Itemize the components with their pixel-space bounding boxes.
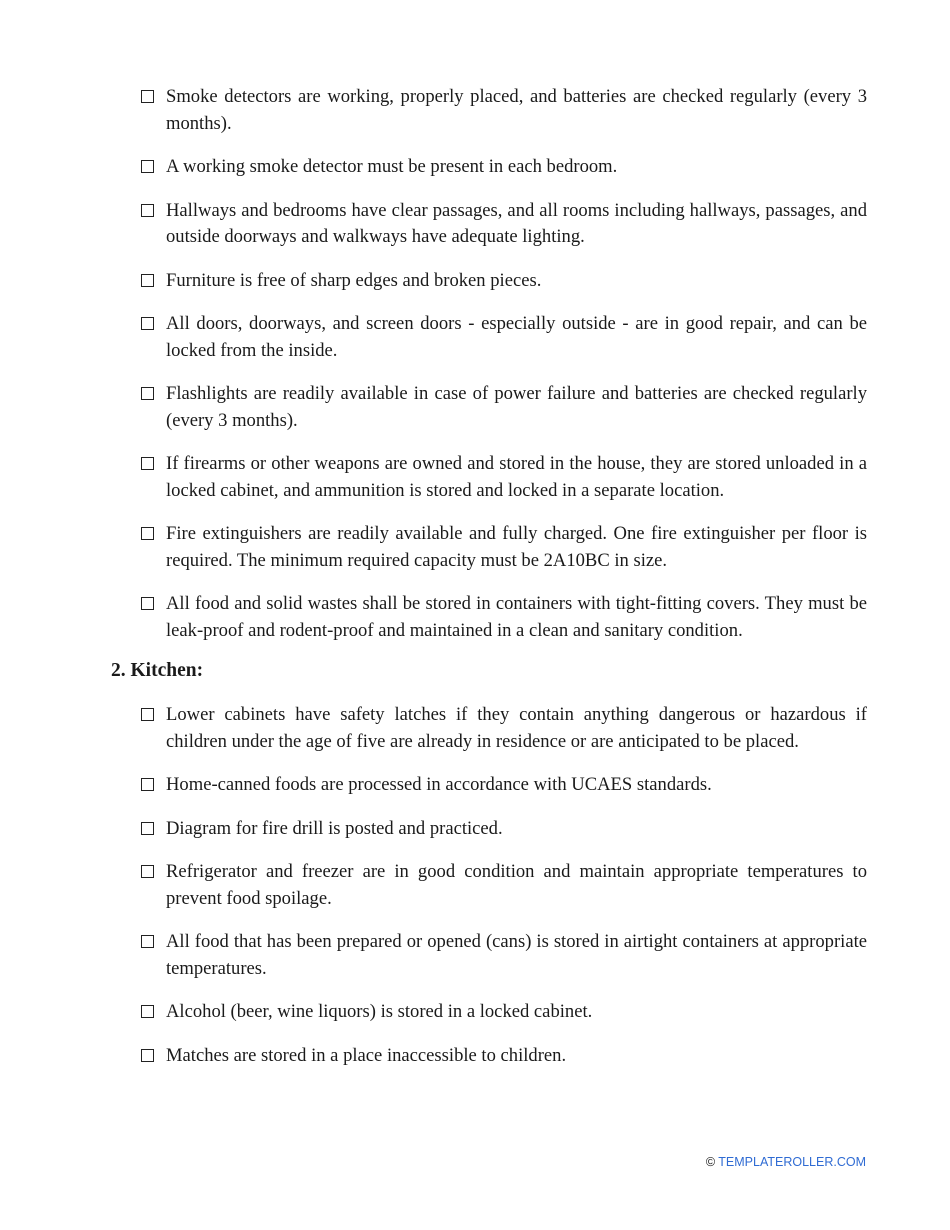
list-item xyxy=(141,381,867,434)
list-item xyxy=(141,451,867,504)
list-item-text: Home-canned foods are processed in accordance with UCAES standards. xyxy=(166,774,712,795)
list-item xyxy=(141,999,867,1026)
checkbox[interactable] xyxy=(141,457,154,470)
list-item xyxy=(141,84,867,137)
checkbox[interactable] xyxy=(141,597,154,610)
checklist-general xyxy=(141,84,867,644)
section-heading-kitchen: 2. Kitchen: xyxy=(111,660,204,681)
list-item-text: Furniture is free of sharp edges and broken pieces. xyxy=(166,269,542,291)
list-item xyxy=(141,521,867,574)
list-item-text: Smoke detectors are working, properly placed, and batteries are checked regularly (every 3 months). xyxy=(166,86,867,134)
checkbox[interactable] xyxy=(141,527,154,540)
checkbox[interactable] xyxy=(141,708,154,721)
list-item xyxy=(141,929,867,982)
list-item-text: Hallways and bedrooms have clear passages, and all rooms including hallways, passages, and outside doorways and walkways have adequate lighting. xyxy=(166,199,867,247)
list-item xyxy=(141,268,867,295)
list-item-text: All doors, doorways, and screen doors - especially outside - are in good repair, and can be locked from the inside. xyxy=(166,313,867,361)
list-item-text: Refrigerator and freezer are in good condition and maintain appropriate temperatures to prevent food spoilage. xyxy=(166,861,867,909)
checkbox[interactable] xyxy=(141,387,154,400)
checkbox[interactable] xyxy=(141,935,154,948)
list-item xyxy=(141,198,867,251)
copyright-symbol: © xyxy=(705,1155,716,1169)
checklist-kitchen xyxy=(141,702,867,1069)
list-item xyxy=(141,816,867,843)
list-item xyxy=(141,311,867,364)
list-item xyxy=(141,772,867,799)
checkbox[interactable] xyxy=(141,778,154,791)
list-item xyxy=(141,154,867,181)
checkbox[interactable] xyxy=(141,160,154,173)
list-item-text: Diagram for fire drill is posted and practiced. xyxy=(166,817,503,839)
list-item-text: Matches are stored in a place inaccessible to children. xyxy=(166,1044,567,1066)
checkbox[interactable] xyxy=(141,90,154,103)
list-item xyxy=(141,591,867,644)
list-item xyxy=(141,1043,867,1070)
list-item xyxy=(141,702,867,755)
checkbox[interactable] xyxy=(141,274,154,287)
list-item xyxy=(141,859,867,912)
list-item-text: A working smoke detector must be present in each bedroom. xyxy=(166,156,618,177)
checkbox[interactable] xyxy=(141,1005,154,1018)
checkbox[interactable] xyxy=(141,822,154,835)
checkbox[interactable] xyxy=(141,317,154,330)
templateroller-link[interactable]: TEMPLATEROLLER.COM xyxy=(718,1155,866,1169)
list-item-text: Alcohol (beer, wine liquors) is stored in a locked cabinet. xyxy=(166,1001,593,1022)
list-item-text: Fire extinguishers are readily available and fully charged. One fire extinguisher per floor is required. The minimum required capacity must be 2A10BC in size. xyxy=(166,523,867,571)
footer-copyright xyxy=(706,1155,866,1169)
checkbox[interactable] xyxy=(141,204,154,217)
checkbox[interactable] xyxy=(141,1049,154,1062)
list-item-text: Lower cabinets have safety latches if they contain anything dangerous or hazardous if children under the age of five are already in residence or are anticipated to be placed. xyxy=(166,704,867,752)
list-item-text: All food and solid wastes shall be stored in containers with tight-fitting covers. They must be leak-proof and rodent-proof and maintained in a clean and sanitary condition. xyxy=(166,593,867,641)
list-item-text: Flashlights are readily available in case of power failure and batteries are checked regularly (every 3 months). xyxy=(166,383,867,431)
list-item-text: All food that has been prepared or opened (cans) is stored in airtight containers at appropriate temperatures. xyxy=(166,931,867,979)
checkbox[interactable] xyxy=(141,865,154,878)
list-item-text: If firearms or other weapons are owned and stored in the house, they are stored unloaded in a locked cabinet, and ammunition is stored and locked in a separate location. xyxy=(166,453,867,501)
